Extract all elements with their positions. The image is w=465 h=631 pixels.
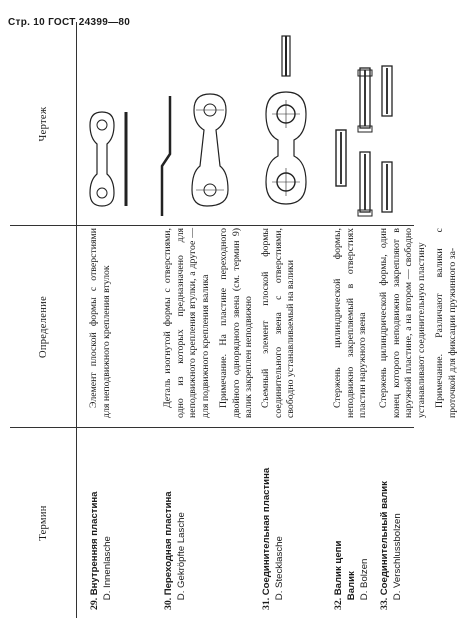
cranked-plate-drawing xyxy=(152,26,242,226)
connecting-plate-drawing xyxy=(246,26,326,226)
inner-plate-drawing xyxy=(80,26,138,226)
header-divider xyxy=(76,22,77,618)
definition-cell: Элемент плоской формы с отверстиями для неподвижного крепления втулок xyxy=(88,228,112,418)
term-cell: 32. Валик цепи Валик D. Bolzen xyxy=(333,540,370,610)
term-cell: 29. Внутренняя пластина D. Innenlasche xyxy=(89,491,113,610)
col-head-definition: Определение xyxy=(37,295,49,359)
definition-cell: Стержень цилиндрической формы, неподвижно закрепляемый в отверстиях пластин наружного звена xyxy=(332,228,368,418)
definition-cell: Деталь изогнутой формы с отверстиями, одно из которых предназначено для неподвижного крепления втулки, а другое — для подвижного крепления валика Примечание. На пластине переходного двойного однорядного звена (см. термин 9) валик закреплен неподвижно xyxy=(162,228,254,418)
col-head-drawing: Чертеж xyxy=(37,106,49,142)
page-header: Стр. 10 ГОСТ 24399—80 xyxy=(8,17,131,28)
col-head-term: Термин xyxy=(37,505,49,541)
rotated-table xyxy=(10,22,458,618)
term-cell: 30. Переходная пластина D. Gekröpfte Lasche xyxy=(163,491,187,610)
term-cell: 33. Соединительный валик D. Verschlussbolzen xyxy=(379,481,403,610)
term-cell: 31. Соединительная пластина D. Stecklasche xyxy=(261,467,285,610)
definition-cell: Съемный элемент плоской формы соединительного звена с отверстиями, свободно устанавливаемый на валики xyxy=(260,228,296,418)
connecting-pin-drawing xyxy=(346,26,406,226)
definition-cell: Стержень цилиндрической формы, один конец которого неподвижно закрепляют в наружной пластине, а на втором — свободно устанавливают соединительную пластину Примечание. Различают валики с проточкой для фиксации пружинного за- xyxy=(378,228,458,418)
